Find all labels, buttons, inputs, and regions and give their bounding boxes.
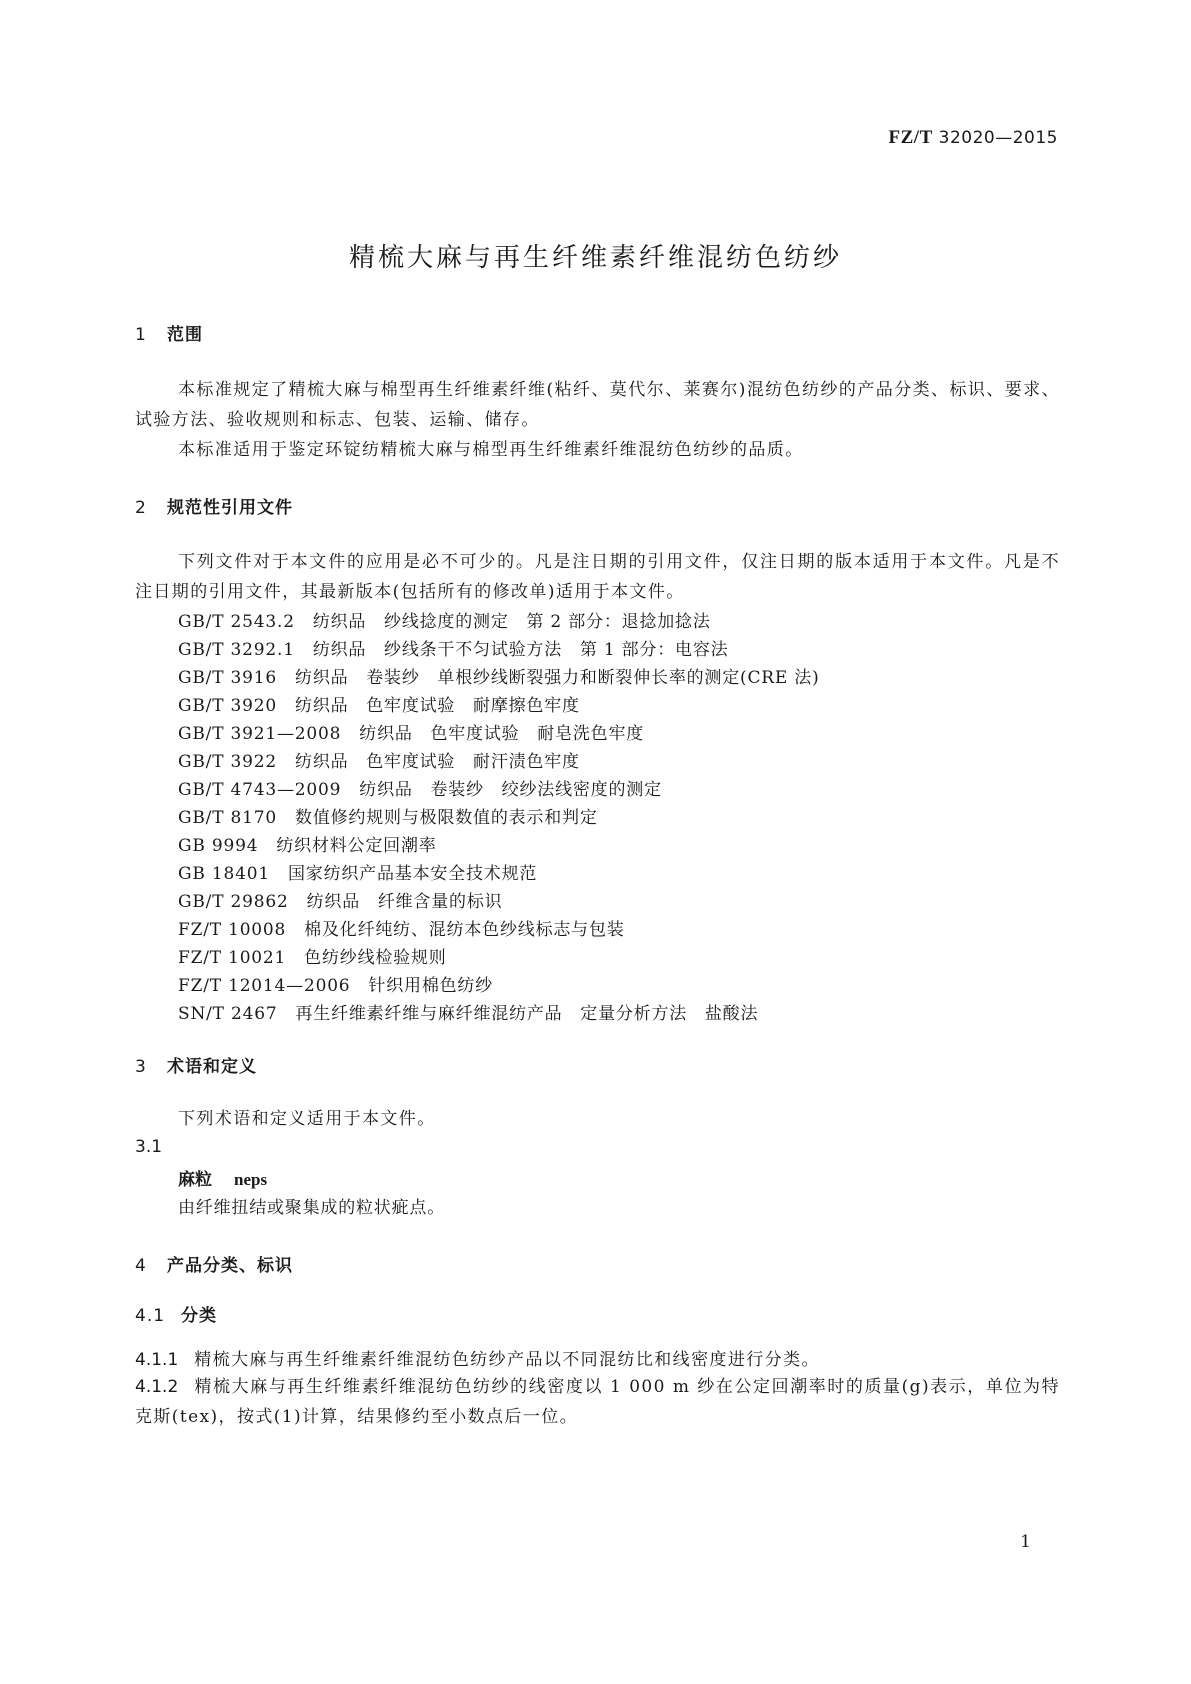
section-number: 4 [135, 1256, 147, 1276]
reference-title: 纺织品 纱线条干不匀试验方法 第 1 部分：电容法 [312, 640, 729, 660]
reference-code: GB/T 3922 [178, 752, 278, 772]
reference-title: 纺织品 卷装纱 绞纱法线密度的测定 [359, 780, 662, 800]
reference-code: GB/T 2543.2 [178, 612, 295, 632]
section-number: 2 [135, 498, 147, 518]
document-title: 精梳大麻与再生纤维素纤维混纺色纺纱 [348, 243, 842, 273]
section-title: 规范性引用文件 [167, 498, 293, 518]
section-number: 1 [135, 325, 147, 345]
reference-title: 针织用棉色纺纱 [368, 976, 494, 996]
reference-item [178, 663, 820, 688]
reference-code: GB 18401 [178, 864, 270, 884]
reference-item [178, 887, 502, 912]
reference-code: GB/T 8170 [178, 808, 278, 828]
term-entry [178, 1165, 267, 1190]
reference-item [178, 775, 662, 800]
reference-code: GB/T 4743—2009 [178, 780, 342, 800]
section-2-heading [135, 493, 293, 518]
reference-title: 棉及化纤纯纺、混纺本色纱线标志与包装 [304, 920, 625, 940]
reference-item [178, 691, 580, 716]
term-definition: 由纤维扭结或聚集成的粒状疵点。 [178, 1198, 445, 1218]
reference-item [178, 635, 728, 660]
reference-item [178, 607, 711, 632]
section-4-heading [135, 1251, 293, 1276]
reference-item [178, 943, 447, 968]
reference-title: 纺织材料公定回潮率 [276, 836, 437, 856]
reference-item [178, 999, 758, 1024]
reference-title: 数值修约规则与极限数值的表示和判定 [295, 808, 598, 828]
reference-code: GB/T 3920 [178, 696, 278, 716]
reference-code: FZ/T 10008 [178, 920, 287, 940]
reference-title: 纺织品 色牢度试验 耐皂洗色牢度 [359, 724, 645, 744]
standard-code-number: 32020—2015 [938, 128, 1058, 148]
section-3-paragraph-1: 下列术语和定义适用于本文件。 [178, 1109, 436, 1129]
clause-text: 精梳大麻与再生纤维素纤维混纺色纺纱产品以不同混纺比和线密度进行分类。 [194, 1350, 820, 1370]
reference-title: 色纺纱线检验规则 [304, 948, 447, 968]
section-title: 范围 [167, 325, 203, 345]
subsection-number: 4.1 [135, 1306, 166, 1326]
reference-code: FZ/T 10021 [178, 948, 287, 968]
reference-code: GB/T 3916 [178, 668, 278, 688]
reference-title: 纺织品 色牢度试验 耐摩擦色牢度 [295, 696, 580, 716]
reference-code: GB/T 3921—2008 [178, 724, 342, 744]
clause-4-1-1 [135, 1345, 1060, 1375]
reference-item [178, 971, 493, 996]
reference-code: FZ/T 12014—2006 [178, 976, 351, 996]
reference-title: 纺织品 色牢度试验 耐汗渍色牢度 [295, 752, 580, 772]
reference-title: 国家纺织产品基本安全技术规范 [287, 864, 538, 884]
subsection-4-1-heading [135, 1301, 217, 1326]
section-title: 产品分类、标识 [167, 1256, 293, 1276]
reference-title: 纺织品 卷装纱 单根纱线断裂强力和断裂伸长率的测定(CRE 法) [295, 668, 820, 688]
section-1-heading [135, 320, 203, 345]
standard-code-prefix: FZ/T [888, 127, 933, 148]
reference-item [178, 859, 537, 884]
reference-title: 纺织品 纤维含量的标识 [306, 892, 503, 912]
clause-text: 精梳大麻与再生纤维素纤维混纺色纺纱的线密度以 1 000 m 纱在公定回潮率时的质量(g)表示，单位为特克斯(tex)，按式(1)计算，结果修约至小数点后一位。 [135, 1377, 1060, 1427]
subsection-title: 分类 [181, 1306, 217, 1326]
reference-item [178, 915, 625, 940]
reference-title: 再生纤维素纤维与麻纤维混纺产品 定量分析方法 盐酸法 [295, 1004, 759, 1024]
page-number: 1 [1020, 1532, 1031, 1552]
clause-number: 4.1.2 [135, 1377, 179, 1397]
clause-4-1-2 [135, 1372, 1060, 1432]
standard-code-header [889, 127, 1058, 149]
reference-item [178, 831, 437, 856]
section-number: 3 [135, 1057, 147, 1077]
reference-item [178, 747, 580, 772]
section-1-paragraph-2: 本标准适用于鉴定环锭纺精梳大麻与棉型再生纤维素纤维混纺色纺纱的品质。 [178, 440, 804, 460]
reference-code: SN/T 2467 [178, 1004, 278, 1024]
clause-number: 4.1.1 [135, 1350, 179, 1370]
term-chinese: 麻粒 [178, 1170, 212, 1190]
term-number: 3.1 [135, 1137, 163, 1157]
reference-code: GB/T 29862 [178, 892, 289, 912]
reference-code: GB 9994 [178, 836, 259, 856]
reference-title: 纺织品 纱线捻度的测定 第 2 部分：退捻加捻法 [312, 612, 711, 632]
reference-item [178, 719, 644, 744]
reference-code: GB/T 3292.1 [178, 640, 295, 660]
section-1-paragraph-1: 本标准规定了精梳大麻与棉型再生纤维素纤维(粘纤、莫代尔、莱赛尔)混纺色纺纱的产品分类、标识、要求、试验方法、验收规则和标志、包装、运输、储存。 [135, 380, 1060, 430]
term-english: neps [234, 1170, 268, 1189]
section-title: 术语和定义 [167, 1057, 257, 1077]
section-3-heading [135, 1052, 257, 1077]
reference-item [178, 803, 598, 828]
section-2-paragraph-1: 下列文件对于本文件的应用是必不可少的。凡是注日期的引用文件，仅注日期的版本适用于本文件。凡是不注日期的引用文件，其最新版本(包括所有的修改单)适用于本文件。 [135, 552, 1060, 602]
